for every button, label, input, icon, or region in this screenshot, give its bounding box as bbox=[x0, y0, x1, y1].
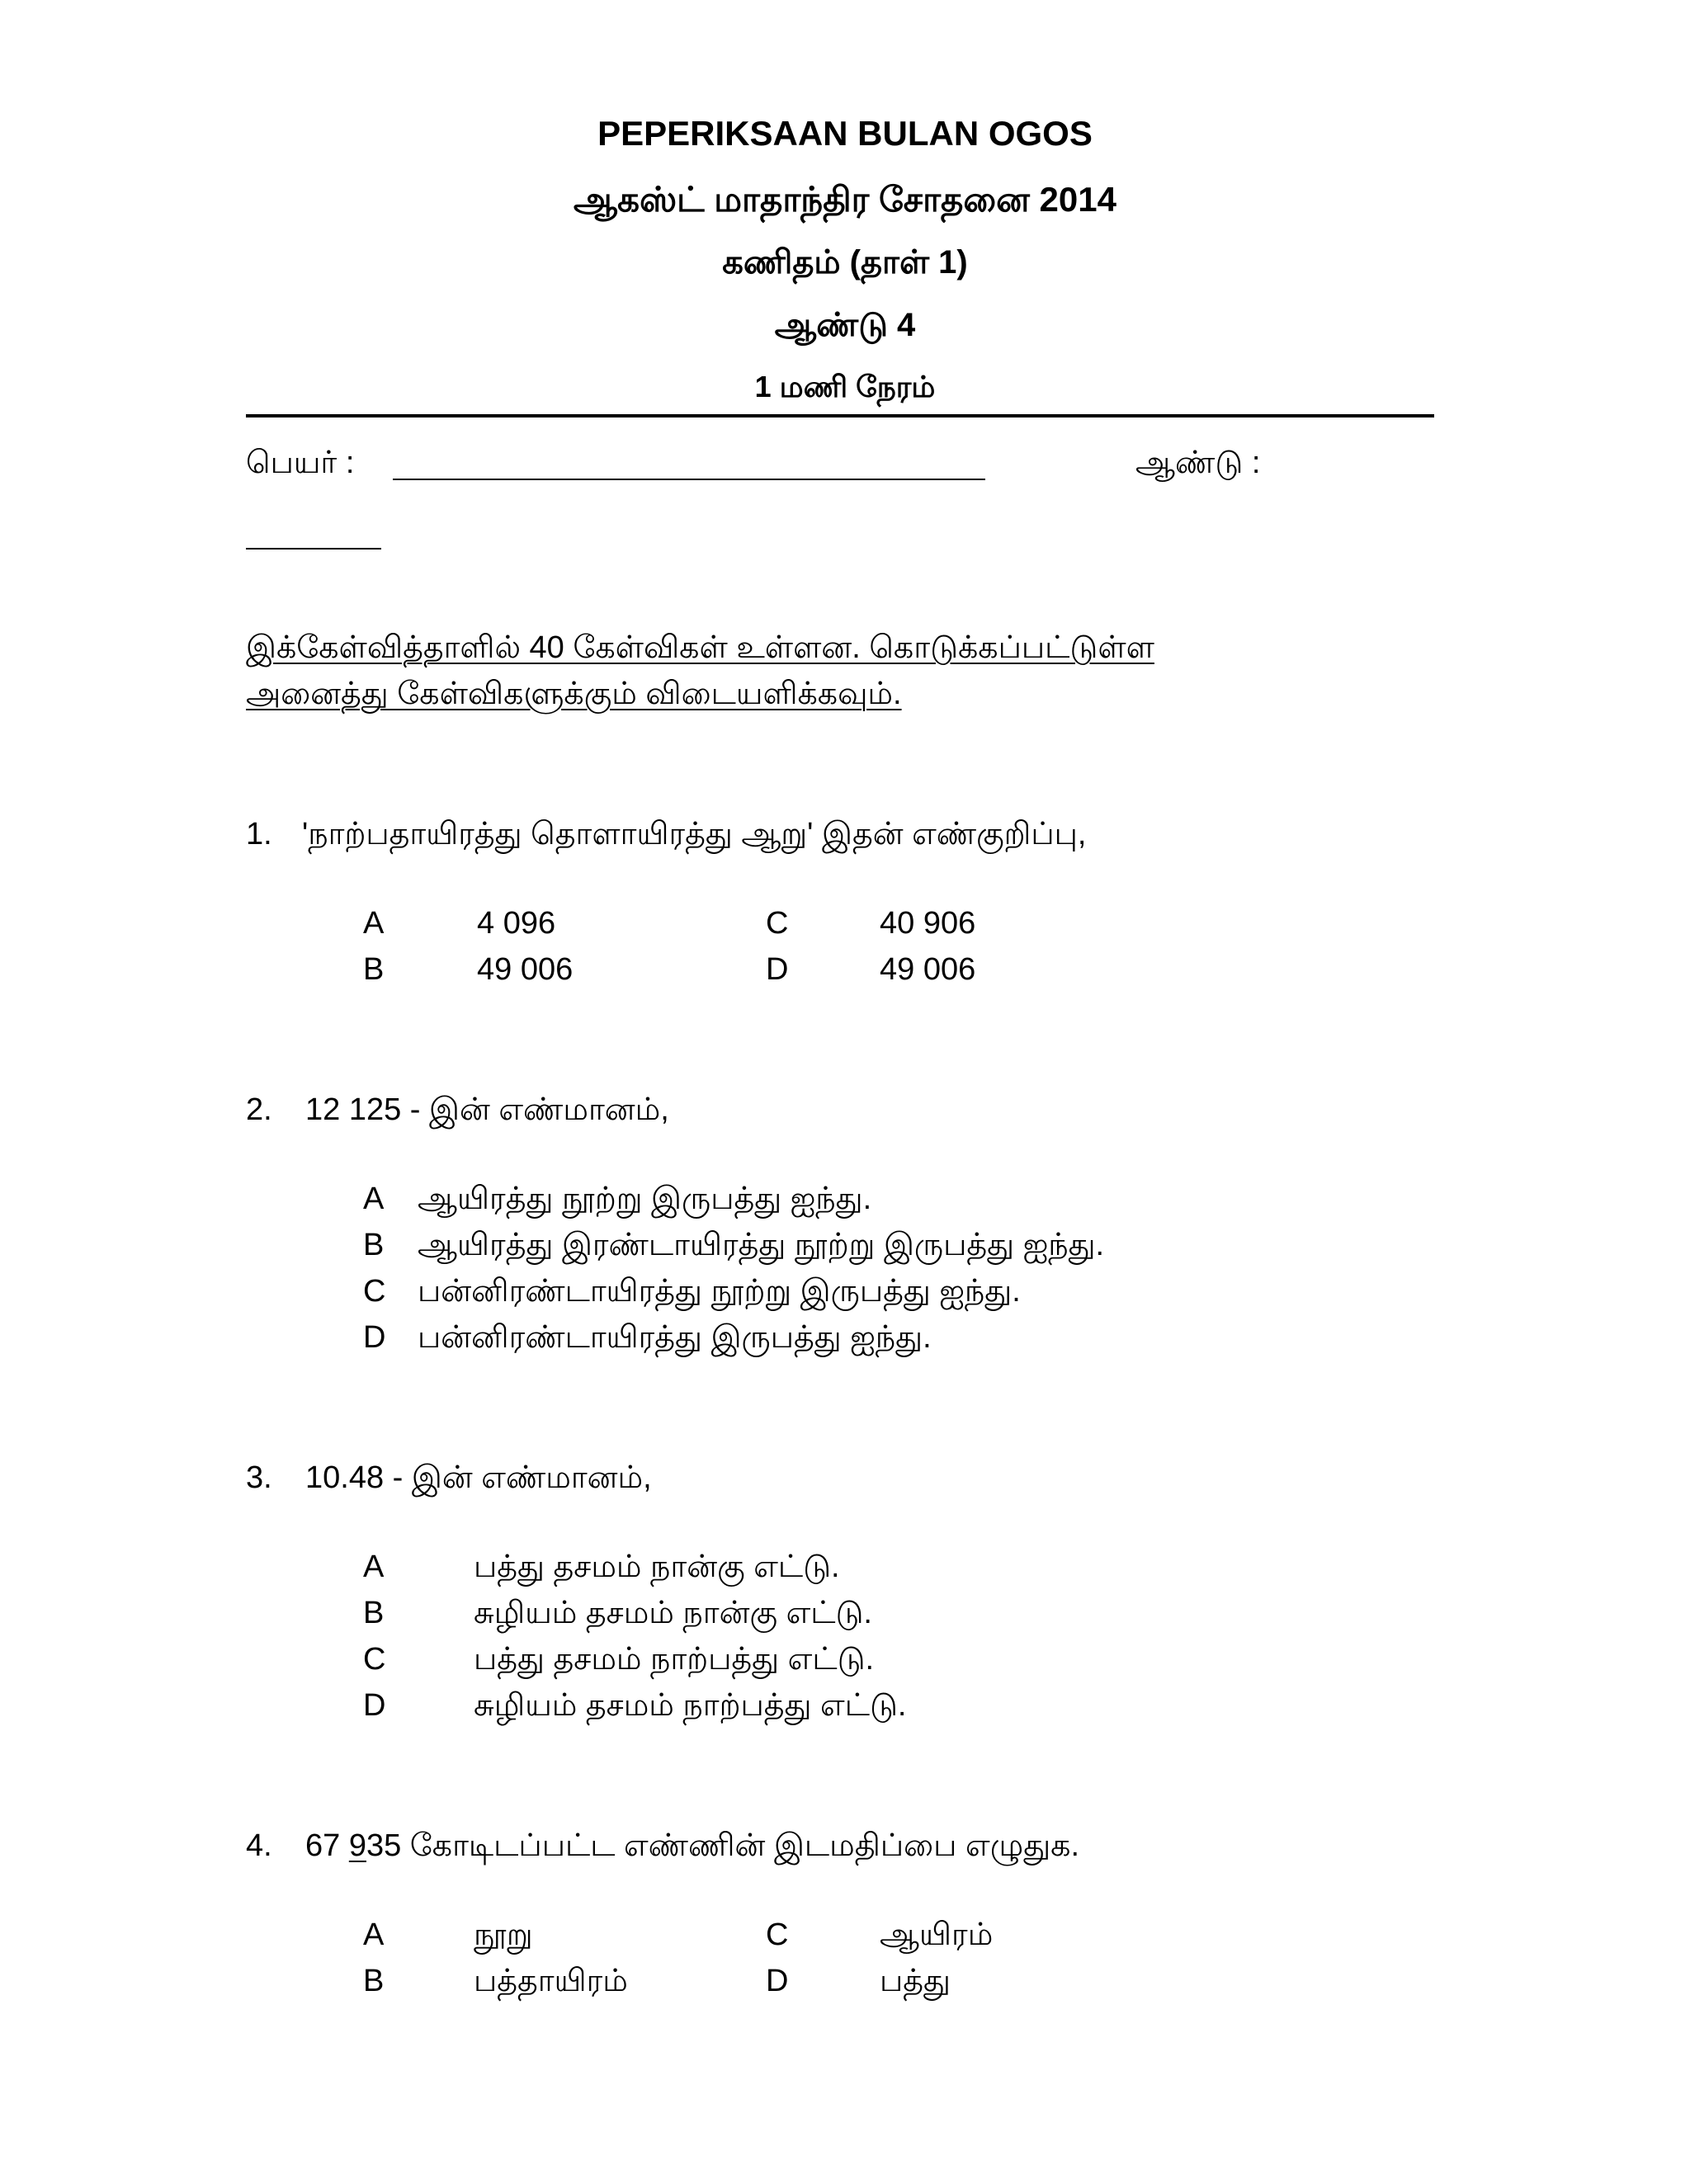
option-letter[interactable]: C bbox=[363, 1274, 386, 1309]
header-divider bbox=[246, 414, 1434, 417]
option-letter[interactable]: B bbox=[363, 1964, 385, 1998]
option-text: பன்னிரண்டாயிரத்து இருபத்து ஐந்து. bbox=[418, 1320, 932, 1355]
year-field-line[interactable] bbox=[246, 548, 381, 550]
option-letter[interactable]: B bbox=[363, 952, 385, 987]
exam-title: PEPERIKSAAN BULAN OGOS bbox=[597, 114, 1093, 153]
year-label: ஆண்டு : bbox=[1135, 446, 1261, 480]
name-label: பெயர் : bbox=[246, 446, 355, 480]
option-letter[interactable]: B bbox=[363, 1596, 385, 1630]
subject-title: கணிதம் (தாள் 1) bbox=[722, 244, 968, 281]
option-letter[interactable]: D bbox=[766, 952, 789, 987]
option-text: ஆயிரத்து நூற்று இருபத்து ஐந்து. bbox=[418, 1182, 872, 1216]
option-letter[interactable]: D bbox=[766, 1964, 789, 1998]
name-field-line[interactable] bbox=[393, 479, 985, 480]
option-text: பத்து bbox=[880, 1964, 951, 1998]
question-number: 2. bbox=[246, 1092, 272, 1127]
question-number: 4. bbox=[246, 1828, 272, 1863]
option-text: ஆயிரத்து இரண்டாயிரத்து நூற்று இருபத்து ஐந்து. bbox=[418, 1228, 1105, 1262]
question-text: 12 125 - இன் எண்மானம், bbox=[305, 1092, 669, 1127]
instruction-line-1: இக்கேள்வித்தாளில் 40 கேள்விகள் உள்ளன. கொடுக்கப்பட்டுள்ள bbox=[246, 630, 1154, 665]
option-text: நூறு bbox=[474, 1917, 533, 1952]
option-text: 40 906 bbox=[880, 906, 976, 941]
option-letter[interactable]: A bbox=[363, 1917, 385, 1952]
duration-text: 1 மணி நேரம் bbox=[754, 370, 936, 403]
option-letter[interactable]: C bbox=[766, 906, 789, 941]
question-number: 3. bbox=[246, 1460, 272, 1495]
option-text: சுழியம் தசமம் நான்கு எட்டு. bbox=[474, 1596, 872, 1630]
question-text: 'நாற்பதாயிரத்து தொளாயிரத்து ஆறு' இதன் எண்குறிப்பு, bbox=[302, 817, 1087, 851]
option-text: பன்னிரண்டாயிரத்து நூற்று இருபத்து ஐந்து. bbox=[418, 1274, 1021, 1309]
option-letter[interactable]: B bbox=[363, 1228, 385, 1262]
option-text: பத்து தசமம் நாற்பத்து எட்டு. bbox=[474, 1642, 875, 1677]
option-letter[interactable]: A bbox=[363, 906, 385, 941]
option-text: சுழியம் தசமம் நாற்பத்து எட்டு. bbox=[474, 1688, 907, 1723]
option-text: 49 006 bbox=[880, 952, 976, 987]
question-number: 1. bbox=[246, 817, 272, 851]
option-text: ஆயிரம் bbox=[880, 1917, 994, 1952]
option-letter[interactable]: C bbox=[363, 1642, 386, 1677]
option-letter[interactable]: A bbox=[363, 1550, 385, 1584]
question-text-post: 35 கோடிடப்பட்ட எண்ணின் இடமதிப்பை எழுதுக. bbox=[366, 1828, 1080, 1863]
option-text: பத்தாயிரம் bbox=[474, 1964, 628, 1998]
question-text-pre: 67 bbox=[305, 1828, 349, 1863]
instruction-line-2: அனைத்து கேள்விகளுக்கும் விடையளிக்கவும். bbox=[246, 677, 902, 711]
option-letter[interactable]: D bbox=[363, 1688, 386, 1723]
option-letter[interactable]: D bbox=[363, 1320, 386, 1355]
exam-subtitle: ஆகஸ்ட் மாதாந்திர சோதனை 2014 bbox=[574, 180, 1116, 219]
question-text: 10.48 - இன் எண்மானம், bbox=[305, 1460, 652, 1495]
option-text: 49 006 bbox=[477, 952, 574, 987]
option-text: பத்து தசமம் நான்கு எட்டு. bbox=[474, 1550, 840, 1584]
year-title: ஆண்டு 4 bbox=[774, 307, 916, 343]
question-text bbox=[305, 1828, 1079, 1868]
option-letter[interactable]: C bbox=[766, 1917, 789, 1952]
underlined-digit: 9 bbox=[348, 1828, 366, 1863]
option-letter[interactable]: A bbox=[363, 1182, 385, 1216]
option-text: 4 096 bbox=[477, 906, 556, 941]
